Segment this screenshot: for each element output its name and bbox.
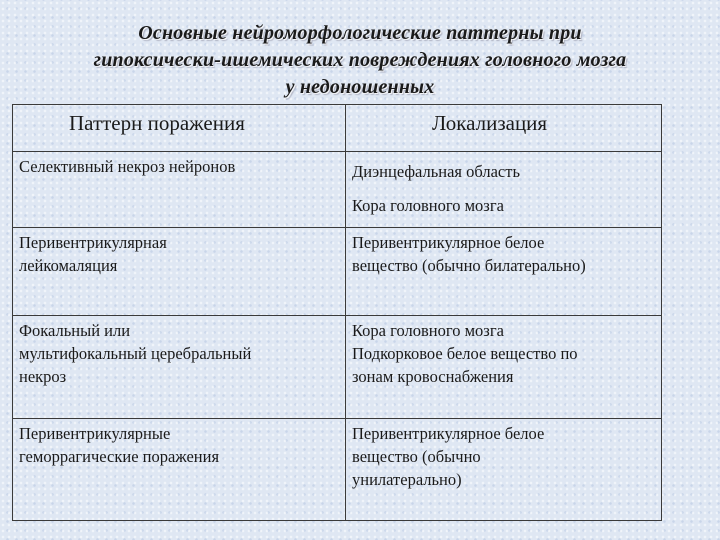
table-row	[13, 228, 662, 316]
cell-text: Перивентрикулярные	[19, 424, 171, 443]
patterns-table	[12, 104, 662, 521]
table-row	[13, 152, 662, 228]
cell-text: Перивентрикулярное белое	[352, 424, 545, 443]
cell-text: вещество (обычно	[352, 447, 481, 466]
localization-cell	[346, 419, 662, 521]
table-row	[13, 419, 662, 521]
localization-cell	[346, 152, 662, 228]
localization-cell	[346, 228, 662, 316]
cell-text: Перивентрикулярная	[19, 233, 167, 252]
header-localization: Локализация	[346, 105, 662, 152]
cell-text: Диэнцефальная область	[352, 162, 520, 181]
slide-title	[0, 20, 720, 101]
table-header-row	[13, 105, 662, 152]
cell-text: геморрагические поражения	[19, 447, 220, 466]
cell-text: Подкорковое белое вещество по	[352, 344, 578, 363]
pattern-cell	[13, 419, 346, 521]
cell-text: Кора головного мозга	[352, 321, 504, 340]
cell-text: Кора головного мозга	[352, 196, 504, 215]
cell-text: зонам кровоснабжения	[352, 367, 514, 386]
cell-text: Перивентрикулярное белое	[352, 233, 545, 252]
cell-text: лейкомаляция	[19, 256, 118, 275]
header-pattern: Паттерн поражения	[13, 105, 346, 152]
pattern-cell	[13, 316, 346, 419]
table-row	[13, 316, 662, 419]
title-line: Основные нейроморфологические паттерны при	[138, 22, 582, 44]
title-line: гипоксически-ишемических повреждениях головного мозга	[93, 49, 627, 71]
cell-text: Фокальный или	[19, 321, 131, 340]
pattern-cell	[13, 228, 346, 316]
title-line: у недоношенных	[285, 76, 435, 98]
cell-text: Селективный некроз нейронов	[19, 157, 236, 176]
pattern-cell	[13, 152, 346, 228]
cell-text: некроз	[19, 367, 67, 386]
cell-text: вещество (обычно билатерально)	[352, 256, 586, 275]
cell-text: унилатерально)	[352, 470, 462, 489]
localization-cell	[346, 316, 662, 419]
cell-text: мультифокальный церебральный	[19, 344, 252, 363]
